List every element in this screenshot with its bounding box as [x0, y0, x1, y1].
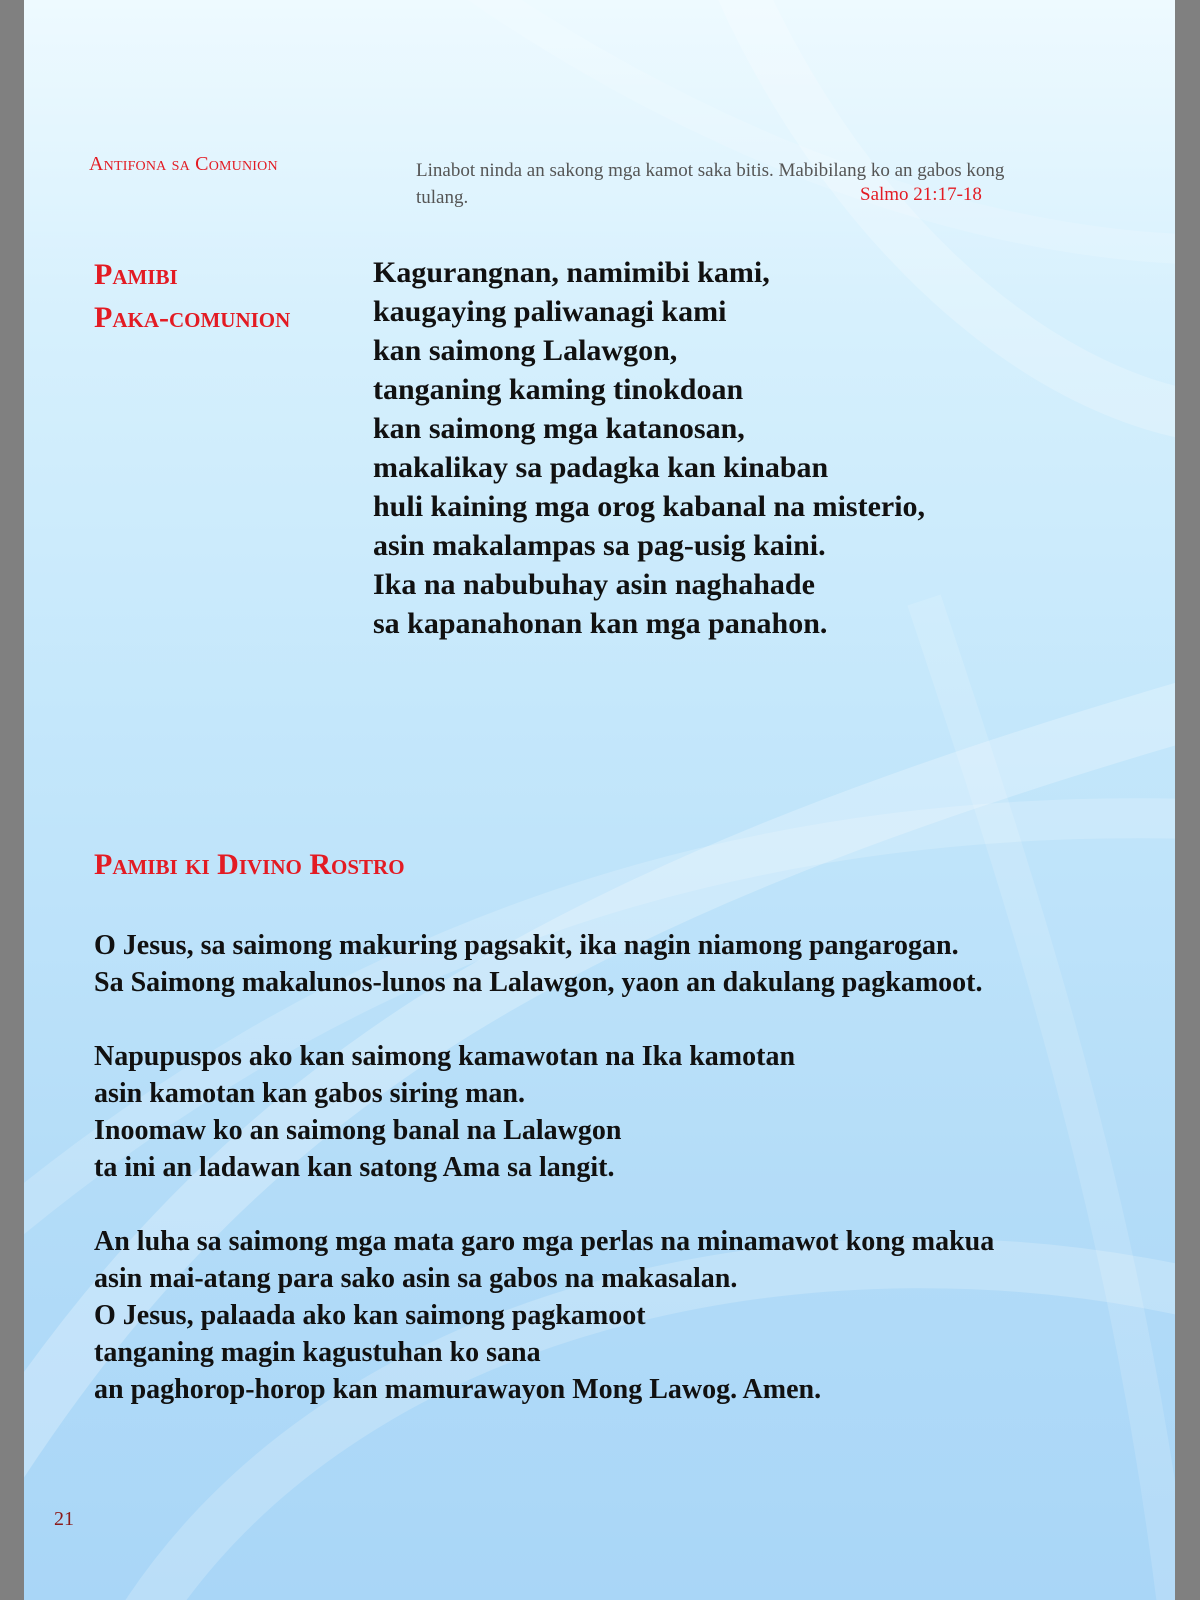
stanza-line: Inoomaw ko an saimong banal na Lalawgon — [94, 1115, 622, 1146]
prayer-line: makalikay sa padagka kan kinaban — [373, 451, 829, 484]
stanza-line: tanganing magin kagustuhan ko sana — [94, 1337, 541, 1368]
prayer-line: Ika na nabubuhay asin naghahade — [373, 568, 815, 601]
prayer-line: Kagurangnan, namimibi kami, — [373, 256, 770, 289]
prayer-line: kaugaying paliwanagi kami — [373, 295, 727, 328]
pamibi-heading-line1: Pamibi — [94, 258, 178, 291]
pamibi-prayer-text — [373, 253, 925, 643]
prayer-line: huli kaining mga orog kabanal na misterio, — [373, 490, 926, 523]
stanza-line: asin kamotan kan gabos siring man. — [94, 1078, 526, 1109]
prayer-line: tanganing kaming tinokdoan — [373, 373, 744, 406]
pamibi-heading — [94, 253, 290, 339]
stanza-line: asin mai-atang para sako asin sa gabos na makasalan. — [94, 1263, 738, 1294]
stanza-line: An luha sa saimong mga mata garo mga perlas na minamawot kong makua — [94, 1226, 995, 1257]
prayer-line: kan saimong Lalawgon, — [373, 334, 678, 367]
stanza-line: O Jesus, sa saimong makuring pagsakit, ika nagin niamong pangarogan. — [94, 930, 959, 961]
divino-rostro-stanza-3 — [94, 1223, 994, 1408]
divino-rostro-stanza-2 — [94, 1038, 795, 1186]
stanza-line: Napupuspos ako kan saimong kamawotan na Ika kamotan — [94, 1041, 796, 1072]
stanza-line: O Jesus, palaada ako kan saimong pagkamoot — [94, 1300, 646, 1331]
page-number: 21 — [54, 1508, 74, 1530]
document-page — [24, 0, 1175, 1600]
antifona-heading: Antifona sa Comunion — [89, 153, 278, 175]
stanza-line: an paghorop-horop kan mamurawayon Mong Lawog. Amen. — [94, 1374, 822, 1405]
stanza-line: ta ini an ladawan kan satong Ama sa langit. — [94, 1152, 615, 1183]
prayer-line: asin makalampas sa pag-usig kaini. — [373, 529, 826, 562]
antifona-text: Linabot ninda an sakong mga kamot saka bitis. Mabibilang ko an gabos kong tulang. — [416, 160, 1005, 208]
divino-rostro-heading: Pamibi ki Divino Rostro — [94, 848, 405, 881]
divino-rostro-stanza-1 — [94, 927, 983, 1001]
pamibi-heading-line2: Paka-comunion — [94, 301, 291, 334]
prayer-line: sa kapanahonan kan mga panahon. — [373, 607, 828, 640]
prayer-line: kan saimong mga katanosan, — [373, 412, 745, 445]
stanza-line: Sa Saimong makalunos-lunos na Lalawgon, yaon an dakulang pagkamoot. — [94, 967, 983, 998]
antifona-reference: Salmo 21:17-18 — [860, 184, 982, 205]
